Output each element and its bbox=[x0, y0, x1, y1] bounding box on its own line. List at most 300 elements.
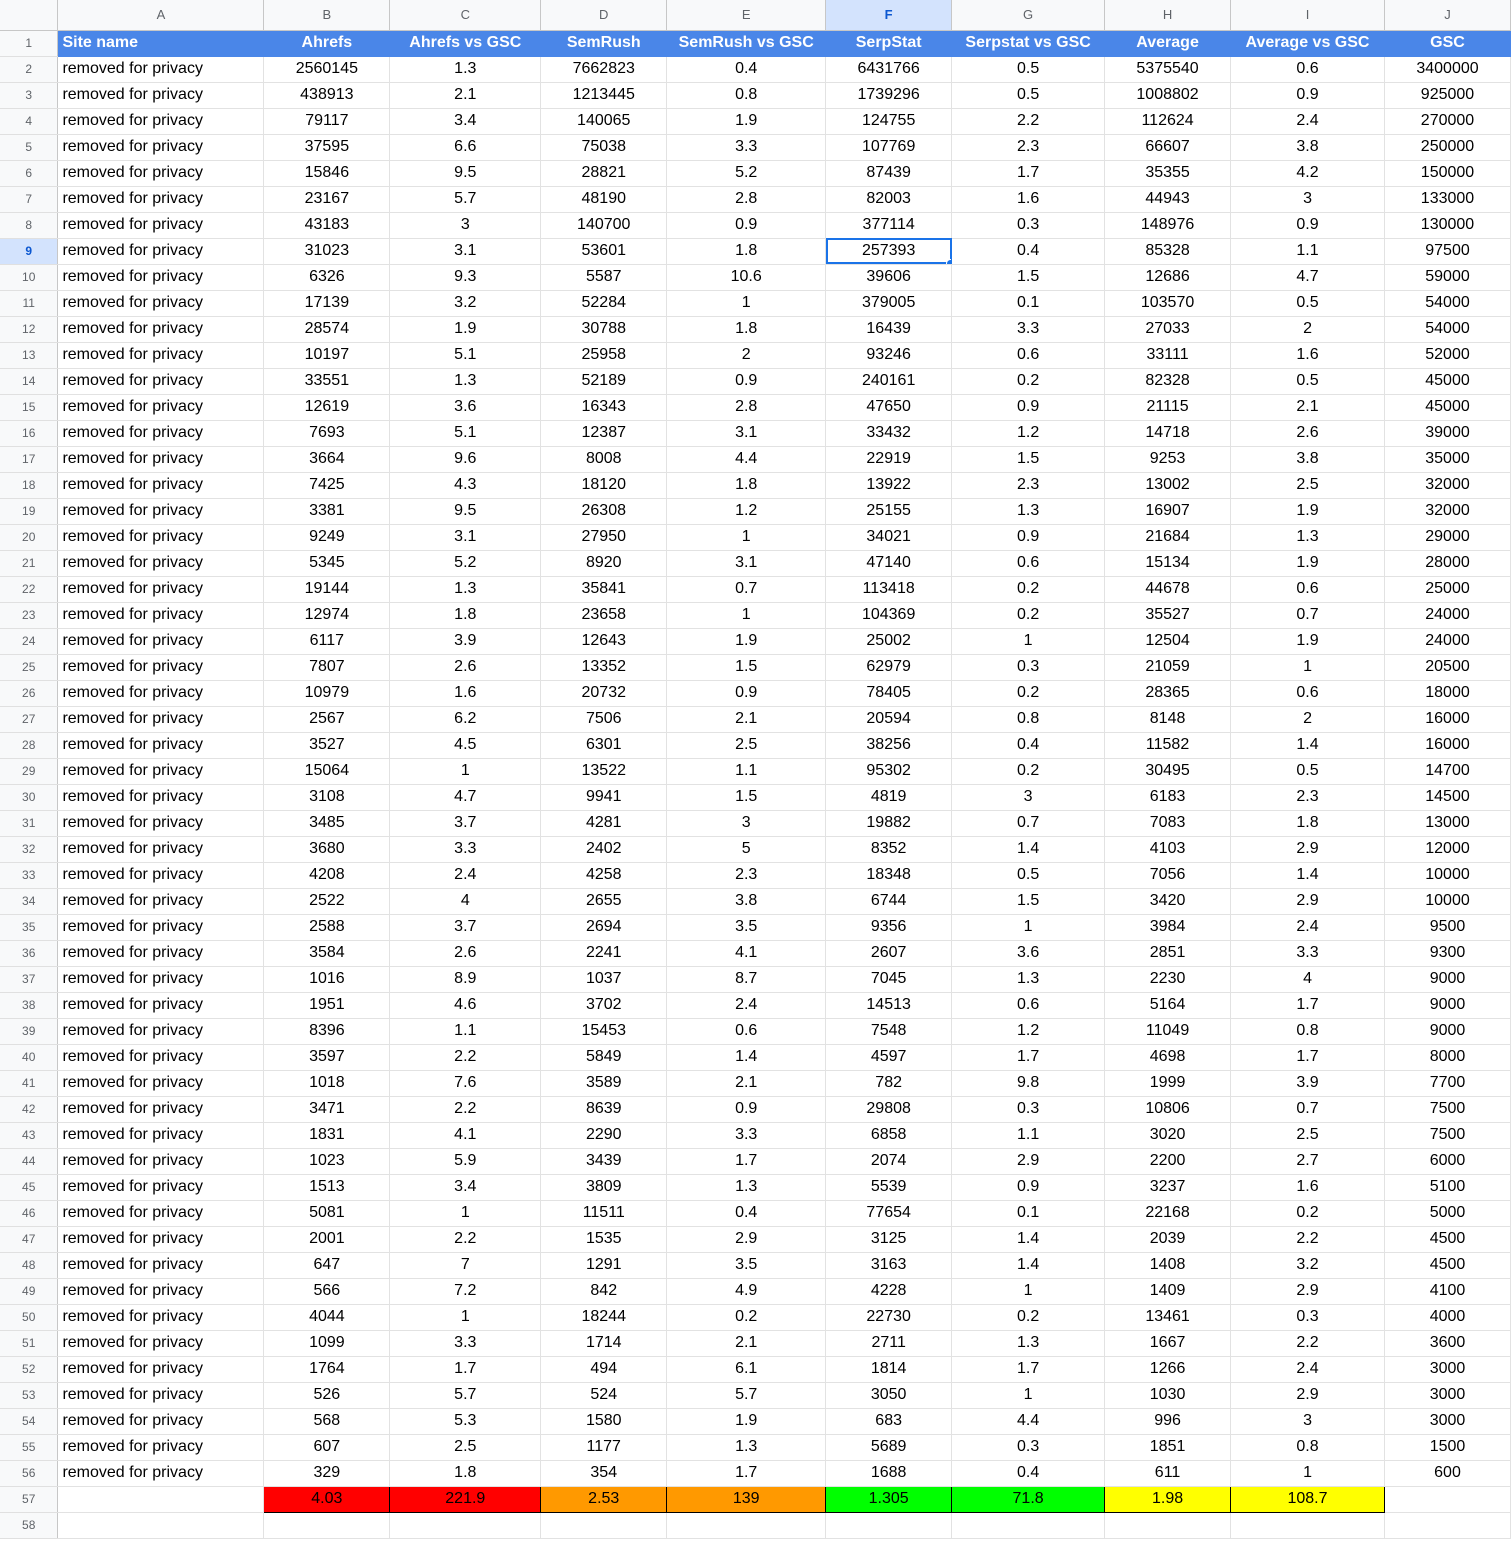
cell-i9[interactable]: 1.1 bbox=[1231, 238, 1385, 264]
cell-b46[interactable]: 5081 bbox=[264, 1200, 390, 1226]
cell-h32[interactable]: 4103 bbox=[1105, 836, 1231, 862]
column-header-g[interactable]: G bbox=[952, 0, 1105, 30]
cell-i17[interactable]: 3.8 bbox=[1231, 446, 1385, 472]
row-header-5[interactable]: 5 bbox=[0, 134, 58, 160]
row-header-50[interactable]: 50 bbox=[0, 1304, 58, 1330]
cell-i32[interactable]: 2.9 bbox=[1231, 836, 1385, 862]
header-cell-b[interactable]: Ahrefs bbox=[264, 30, 390, 56]
cell-b45[interactable]: 1513 bbox=[264, 1174, 390, 1200]
cell-d24[interactable]: 12643 bbox=[541, 628, 667, 654]
cell-g49[interactable]: 1 bbox=[952, 1278, 1105, 1304]
site-name-cell[interactable]: removed for privacy bbox=[58, 472, 264, 498]
cell-h26[interactable]: 28365 bbox=[1105, 680, 1231, 706]
cell-h28[interactable]: 11582 bbox=[1105, 732, 1231, 758]
cell-b27[interactable]: 2567 bbox=[264, 706, 390, 732]
cell-f44[interactable]: 2074 bbox=[826, 1148, 952, 1174]
cell-f58[interactable] bbox=[826, 1512, 952, 1538]
cell-j45[interactable]: 5100 bbox=[1385, 1174, 1511, 1200]
cell-h7[interactable]: 44943 bbox=[1105, 186, 1231, 212]
cell-e3[interactable]: 0.8 bbox=[667, 82, 826, 108]
cell-g16[interactable]: 1.2 bbox=[952, 420, 1105, 446]
cell-b8[interactable]: 43183 bbox=[264, 212, 390, 238]
cell-h33[interactable]: 7056 bbox=[1105, 862, 1231, 888]
row-header-39[interactable]: 39 bbox=[0, 1018, 58, 1044]
cell-c2[interactable]: 1.3 bbox=[390, 56, 541, 82]
cell-i47[interactable]: 2.2 bbox=[1231, 1226, 1385, 1252]
site-name-cell[interactable]: removed for privacy bbox=[58, 1460, 264, 1486]
cell-b12[interactable]: 28574 bbox=[264, 316, 390, 342]
cell-b3[interactable]: 438913 bbox=[264, 82, 390, 108]
cell-h58[interactable] bbox=[1105, 1512, 1231, 1538]
cell-j54[interactable]: 3000 bbox=[1385, 1408, 1511, 1434]
cell-d25[interactable]: 13352 bbox=[541, 654, 667, 680]
cell-f6[interactable]: 87439 bbox=[826, 160, 952, 186]
cell-j39[interactable]: 9000 bbox=[1385, 1018, 1511, 1044]
cell-f27[interactable]: 20594 bbox=[826, 706, 952, 732]
row-header-11[interactable]: 11 bbox=[0, 290, 58, 316]
cell-i25[interactable]: 1 bbox=[1231, 654, 1385, 680]
row-header-25[interactable]: 25 bbox=[0, 654, 58, 680]
cell-j3[interactable]: 925000 bbox=[1385, 82, 1511, 108]
cell-b9[interactable]: 31023 bbox=[264, 238, 390, 264]
cell-f24[interactable]: 25002 bbox=[826, 628, 952, 654]
cell-f10[interactable]: 39606 bbox=[826, 264, 952, 290]
cell-b58[interactable] bbox=[264, 1512, 390, 1538]
cell-c3[interactable]: 2.1 bbox=[390, 82, 541, 108]
cell-i58[interactable] bbox=[1231, 1512, 1385, 1538]
cell-j36[interactable]: 9300 bbox=[1385, 940, 1511, 966]
cell-d40[interactable]: 5849 bbox=[541, 1044, 667, 1070]
row-header-49[interactable]: 49 bbox=[0, 1278, 58, 1304]
site-name-cell[interactable]: removed for privacy bbox=[58, 1148, 264, 1174]
cell-j30[interactable]: 14500 bbox=[1385, 784, 1511, 810]
cell-f8[interactable]: 377114 bbox=[826, 212, 952, 238]
row-header-57[interactable]: 57 bbox=[0, 1486, 58, 1512]
cell-h54[interactable]: 996 bbox=[1105, 1408, 1231, 1434]
header-cell-c[interactable]: Ahrefs vs GSC bbox=[390, 30, 541, 56]
cell-j27[interactable]: 16000 bbox=[1385, 706, 1511, 732]
site-name-cell[interactable]: removed for privacy bbox=[58, 784, 264, 810]
cell-g23[interactable]: 0.2 bbox=[952, 602, 1105, 628]
cell-j18[interactable]: 32000 bbox=[1385, 472, 1511, 498]
cell-c9[interactable]: 3.1 bbox=[390, 238, 541, 264]
summary-cell-c[interactable]: 221.9 bbox=[390, 1486, 541, 1512]
cell-h15[interactable]: 21115 bbox=[1105, 394, 1231, 420]
cell-h19[interactable]: 16907 bbox=[1105, 498, 1231, 524]
row-header-14[interactable]: 14 bbox=[0, 368, 58, 394]
site-name-cell[interactable]: removed for privacy bbox=[58, 1304, 264, 1330]
header-cell-g[interactable]: Serpstat vs GSC bbox=[952, 30, 1105, 56]
cell-d46[interactable]: 11511 bbox=[541, 1200, 667, 1226]
site-name-cell[interactable]: removed for privacy bbox=[58, 1252, 264, 1278]
row-header-8[interactable]: 8 bbox=[0, 212, 58, 238]
row-header-26[interactable]: 26 bbox=[0, 680, 58, 706]
cell-h27[interactable]: 8148 bbox=[1105, 706, 1231, 732]
cell-b39[interactable]: 8396 bbox=[264, 1018, 390, 1044]
cell-d31[interactable]: 4281 bbox=[541, 810, 667, 836]
cell-g7[interactable]: 1.6 bbox=[952, 186, 1105, 212]
cell-d42[interactable]: 8639 bbox=[541, 1096, 667, 1122]
cell-e25[interactable]: 1.5 bbox=[667, 654, 826, 680]
cell-i34[interactable]: 2.9 bbox=[1231, 888, 1385, 914]
cell-c41[interactable]: 7.6 bbox=[390, 1070, 541, 1096]
cell-g40[interactable]: 1.7 bbox=[952, 1044, 1105, 1070]
site-name-cell[interactable]: removed for privacy bbox=[58, 82, 264, 108]
cell-h35[interactable]: 3984 bbox=[1105, 914, 1231, 940]
cell-c47[interactable]: 2.2 bbox=[390, 1226, 541, 1252]
cell-g10[interactable]: 1.5 bbox=[952, 264, 1105, 290]
cell-f22[interactable]: 113418 bbox=[826, 576, 952, 602]
cell-d22[interactable]: 35841 bbox=[541, 576, 667, 602]
cell-h53[interactable]: 1030 bbox=[1105, 1382, 1231, 1408]
summary-cell-g[interactable]: 71.8 bbox=[952, 1486, 1105, 1512]
cell-h30[interactable]: 6183 bbox=[1105, 784, 1231, 810]
site-name-cell[interactable]: removed for privacy bbox=[58, 420, 264, 446]
cell-b56[interactable]: 329 bbox=[264, 1460, 390, 1486]
cell-h9[interactable]: 85328 bbox=[1105, 238, 1231, 264]
cell-e47[interactable]: 2.9 bbox=[667, 1226, 826, 1252]
cell-d5[interactable]: 75038 bbox=[541, 134, 667, 160]
cell-i46[interactable]: 0.2 bbox=[1231, 1200, 1385, 1226]
row-header-35[interactable]: 35 bbox=[0, 914, 58, 940]
cell-h39[interactable]: 11049 bbox=[1105, 1018, 1231, 1044]
cell-c17[interactable]: 9.6 bbox=[390, 446, 541, 472]
cell-f11[interactable]: 379005 bbox=[826, 290, 952, 316]
cell-h48[interactable]: 1408 bbox=[1105, 1252, 1231, 1278]
site-name-cell[interactable]: removed for privacy bbox=[58, 1226, 264, 1252]
cell-f48[interactable]: 3163 bbox=[826, 1252, 952, 1278]
cell-h21[interactable]: 15134 bbox=[1105, 550, 1231, 576]
cell-j14[interactable]: 45000 bbox=[1385, 368, 1511, 394]
site-name-cell[interactable]: removed for privacy bbox=[58, 316, 264, 342]
cell-d14[interactable]: 52189 bbox=[541, 368, 667, 394]
site-name-cell[interactable]: removed for privacy bbox=[58, 706, 264, 732]
column-header-b[interactable]: B bbox=[264, 0, 390, 30]
cell-j5[interactable]: 250000 bbox=[1385, 134, 1511, 160]
cell-c38[interactable]: 4.6 bbox=[390, 992, 541, 1018]
cell-e46[interactable]: 0.4 bbox=[667, 1200, 826, 1226]
cell-c40[interactable]: 2.2 bbox=[390, 1044, 541, 1070]
cell-e17[interactable]: 4.4 bbox=[667, 446, 826, 472]
cell-j15[interactable]: 45000 bbox=[1385, 394, 1511, 420]
cell-g43[interactable]: 1.1 bbox=[952, 1122, 1105, 1148]
cell-e51[interactable]: 2.1 bbox=[667, 1330, 826, 1356]
column-header-d[interactable]: D bbox=[541, 0, 667, 30]
cell-c10[interactable]: 9.3 bbox=[390, 264, 541, 290]
cell-e30[interactable]: 1.5 bbox=[667, 784, 826, 810]
site-name-cell[interactable]: removed for privacy bbox=[58, 446, 264, 472]
cell-b41[interactable]: 1018 bbox=[264, 1070, 390, 1096]
cell-i14[interactable]: 0.5 bbox=[1231, 368, 1385, 394]
cell-b22[interactable]: 19144 bbox=[264, 576, 390, 602]
cell-e52[interactable]: 6.1 bbox=[667, 1356, 826, 1382]
site-name-cell[interactable]: removed for privacy bbox=[58, 186, 264, 212]
cell-e31[interactable]: 3 bbox=[667, 810, 826, 836]
cell-j12[interactable]: 54000 bbox=[1385, 316, 1511, 342]
cell-h31[interactable]: 7083 bbox=[1105, 810, 1231, 836]
cell-j9[interactable]: 97500 bbox=[1385, 238, 1511, 264]
column-header-a[interactable]: A bbox=[58, 0, 264, 30]
row-header-3[interactable]: 3 bbox=[0, 82, 58, 108]
cell-e54[interactable]: 1.9 bbox=[667, 1408, 826, 1434]
cell-b47[interactable]: 2001 bbox=[264, 1226, 390, 1252]
cell-h49[interactable]: 1409 bbox=[1105, 1278, 1231, 1304]
row-header-31[interactable]: 31 bbox=[0, 810, 58, 836]
cell-i36[interactable]: 3.3 bbox=[1231, 940, 1385, 966]
site-name-cell[interactable]: removed for privacy bbox=[58, 264, 264, 290]
row-header-7[interactable]: 7 bbox=[0, 186, 58, 212]
cell-c19[interactable]: 9.5 bbox=[390, 498, 541, 524]
cell-g4[interactable]: 2.2 bbox=[952, 108, 1105, 134]
cell-e55[interactable]: 1.3 bbox=[667, 1434, 826, 1460]
cell-c56[interactable]: 1.8 bbox=[390, 1460, 541, 1486]
cell-d4[interactable]: 140065 bbox=[541, 108, 667, 134]
cell-d45[interactable]: 3809 bbox=[541, 1174, 667, 1200]
cell-d53[interactable]: 524 bbox=[541, 1382, 667, 1408]
cell-b29[interactable]: 15064 bbox=[264, 758, 390, 784]
cell-b54[interactable]: 568 bbox=[264, 1408, 390, 1434]
cell-g14[interactable]: 0.2 bbox=[952, 368, 1105, 394]
cell-h42[interactable]: 10806 bbox=[1105, 1096, 1231, 1122]
cell-c45[interactable]: 3.4 bbox=[390, 1174, 541, 1200]
cell-e35[interactable]: 3.5 bbox=[667, 914, 826, 940]
site-name-cell[interactable]: removed for privacy bbox=[58, 368, 264, 394]
cell-b15[interactable]: 12619 bbox=[264, 394, 390, 420]
cell-e4[interactable]: 1.9 bbox=[667, 108, 826, 134]
cell-c54[interactable]: 5.3 bbox=[390, 1408, 541, 1434]
cell-j26[interactable]: 18000 bbox=[1385, 680, 1511, 706]
row-header-20[interactable]: 20 bbox=[0, 524, 58, 550]
row-header-4[interactable]: 4 bbox=[0, 108, 58, 134]
cell-g21[interactable]: 0.6 bbox=[952, 550, 1105, 576]
cell-f32[interactable]: 8352 bbox=[826, 836, 952, 862]
site-name-cell[interactable]: removed for privacy bbox=[58, 992, 264, 1018]
cell-e14[interactable]: 0.9 bbox=[667, 368, 826, 394]
cell-e12[interactable]: 1.8 bbox=[667, 316, 826, 342]
cell-j37[interactable]: 9000 bbox=[1385, 966, 1511, 992]
summary-cell-f[interactable]: 1.305 bbox=[826, 1486, 952, 1512]
cell-g42[interactable]: 0.3 bbox=[952, 1096, 1105, 1122]
cell-j44[interactable]: 6000 bbox=[1385, 1148, 1511, 1174]
cell-e10[interactable]: 10.6 bbox=[667, 264, 826, 290]
cell-d20[interactable]: 27950 bbox=[541, 524, 667, 550]
cell-d41[interactable]: 3589 bbox=[541, 1070, 667, 1096]
cell-g32[interactable]: 1.4 bbox=[952, 836, 1105, 862]
cell-i44[interactable]: 2.7 bbox=[1231, 1148, 1385, 1174]
cell-b32[interactable]: 3680 bbox=[264, 836, 390, 862]
cell-h2[interactable]: 5375540 bbox=[1105, 56, 1231, 82]
row-header-21[interactable]: 21 bbox=[0, 550, 58, 576]
cell-g24[interactable]: 1 bbox=[952, 628, 1105, 654]
cell-c5[interactable]: 6.6 bbox=[390, 134, 541, 160]
cell-h36[interactable]: 2851 bbox=[1105, 940, 1231, 966]
cell-h20[interactable]: 21684 bbox=[1105, 524, 1231, 550]
site-name-cell[interactable]: removed for privacy bbox=[58, 212, 264, 238]
column-header-j[interactable]: J bbox=[1385, 0, 1511, 30]
cell-h52[interactable]: 1266 bbox=[1105, 1356, 1231, 1382]
cell-h22[interactable]: 44678 bbox=[1105, 576, 1231, 602]
cell-i53[interactable]: 2.9 bbox=[1231, 1382, 1385, 1408]
cell-i5[interactable]: 3.8 bbox=[1231, 134, 1385, 160]
cell-j29[interactable]: 14700 bbox=[1385, 758, 1511, 784]
cell-i27[interactable]: 2 bbox=[1231, 706, 1385, 732]
site-name-cell[interactable]: removed for privacy bbox=[58, 732, 264, 758]
cell-e13[interactable]: 2 bbox=[667, 342, 826, 368]
cell-c42[interactable]: 2.2 bbox=[390, 1096, 541, 1122]
cell-b43[interactable]: 1831 bbox=[264, 1122, 390, 1148]
cell-c25[interactable]: 2.6 bbox=[390, 654, 541, 680]
cell-f25[interactable]: 62979 bbox=[826, 654, 952, 680]
cell-f38[interactable]: 14513 bbox=[826, 992, 952, 1018]
cell-b50[interactable]: 4044 bbox=[264, 1304, 390, 1330]
column-header-f[interactable]: F bbox=[826, 0, 952, 30]
summary-cell-d[interactable]: 2.53 bbox=[541, 1486, 667, 1512]
cell-j40[interactable]: 8000 bbox=[1385, 1044, 1511, 1070]
header-cell-j[interactable]: GSC bbox=[1385, 30, 1511, 56]
cell-g8[interactable]: 0.3 bbox=[952, 212, 1105, 238]
cell-g35[interactable]: 1 bbox=[952, 914, 1105, 940]
cell-j34[interactable]: 10000 bbox=[1385, 888, 1511, 914]
cell-b33[interactable]: 4208 bbox=[264, 862, 390, 888]
summary-cell-e[interactable]: 139 bbox=[667, 1486, 826, 1512]
cell-g45[interactable]: 0.9 bbox=[952, 1174, 1105, 1200]
cell-c35[interactable]: 3.7 bbox=[390, 914, 541, 940]
cell-b7[interactable]: 23167 bbox=[264, 186, 390, 212]
cell-c50[interactable]: 1 bbox=[390, 1304, 541, 1330]
cell-i18[interactable]: 2.5 bbox=[1231, 472, 1385, 498]
cell-c49[interactable]: 7.2 bbox=[390, 1278, 541, 1304]
cell-j8[interactable]: 130000 bbox=[1385, 212, 1511, 238]
cell-h45[interactable]: 3237 bbox=[1105, 1174, 1231, 1200]
cell-d19[interactable]: 26308 bbox=[541, 498, 667, 524]
cell-h11[interactable]: 103570 bbox=[1105, 290, 1231, 316]
cell-h5[interactable]: 66607 bbox=[1105, 134, 1231, 160]
cell-g56[interactable]: 0.4 bbox=[952, 1460, 1105, 1486]
cell-g15[interactable]: 0.9 bbox=[952, 394, 1105, 420]
row-header-34[interactable]: 34 bbox=[0, 888, 58, 914]
cell-i39[interactable]: 0.8 bbox=[1231, 1018, 1385, 1044]
cell-b48[interactable]: 647 bbox=[264, 1252, 390, 1278]
cell-g54[interactable]: 4.4 bbox=[952, 1408, 1105, 1434]
cell-b4[interactable]: 79117 bbox=[264, 108, 390, 134]
cell-c23[interactable]: 1.8 bbox=[390, 602, 541, 628]
cell-d6[interactable]: 28821 bbox=[541, 160, 667, 186]
cell-g51[interactable]: 1.3 bbox=[952, 1330, 1105, 1356]
site-name-cell[interactable]: removed for privacy bbox=[58, 1408, 264, 1434]
cell-e34[interactable]: 3.8 bbox=[667, 888, 826, 914]
cell-j47[interactable]: 4500 bbox=[1385, 1226, 1511, 1252]
cell-e56[interactable]: 1.7 bbox=[667, 1460, 826, 1486]
cell-g31[interactable]: 0.7 bbox=[952, 810, 1105, 836]
cell-c27[interactable]: 6.2 bbox=[390, 706, 541, 732]
cell-g37[interactable]: 1.3 bbox=[952, 966, 1105, 992]
cell-i38[interactable]: 1.7 bbox=[1231, 992, 1385, 1018]
cell-g39[interactable]: 1.2 bbox=[952, 1018, 1105, 1044]
cell-j57[interactable] bbox=[1385, 1486, 1511, 1512]
cell-f17[interactable]: 22919 bbox=[826, 446, 952, 472]
cell-d48[interactable]: 1291 bbox=[541, 1252, 667, 1278]
cell-e16[interactable]: 3.1 bbox=[667, 420, 826, 446]
cell-f40[interactable]: 4597 bbox=[826, 1044, 952, 1070]
cell-i23[interactable]: 0.7 bbox=[1231, 602, 1385, 628]
cell-c8[interactable]: 3 bbox=[390, 212, 541, 238]
site-name-cell[interactable]: removed for privacy bbox=[58, 1330, 264, 1356]
site-name-cell[interactable]: removed for privacy bbox=[58, 1044, 264, 1070]
site-name-cell[interactable]: removed for privacy bbox=[58, 160, 264, 186]
row-header-53[interactable]: 53 bbox=[0, 1382, 58, 1408]
cell-f54[interactable]: 683 bbox=[826, 1408, 952, 1434]
cell-h50[interactable]: 13461 bbox=[1105, 1304, 1231, 1330]
cell-j6[interactable]: 150000 bbox=[1385, 160, 1511, 186]
cell-c46[interactable]: 1 bbox=[390, 1200, 541, 1226]
cell-c58[interactable] bbox=[390, 1512, 541, 1538]
site-name-cell[interactable]: removed for privacy bbox=[58, 836, 264, 862]
cell-h24[interactable]: 12504 bbox=[1105, 628, 1231, 654]
cell-d35[interactable]: 2694 bbox=[541, 914, 667, 940]
cell-d52[interactable]: 494 bbox=[541, 1356, 667, 1382]
cell-i40[interactable]: 1.7 bbox=[1231, 1044, 1385, 1070]
cell-f31[interactable]: 19882 bbox=[826, 810, 952, 836]
cell-j20[interactable]: 29000 bbox=[1385, 524, 1511, 550]
cell-h8[interactable]: 148976 bbox=[1105, 212, 1231, 238]
cell-i7[interactable]: 3 bbox=[1231, 186, 1385, 212]
cell-e32[interactable]: 5 bbox=[667, 836, 826, 862]
cell-c6[interactable]: 9.5 bbox=[390, 160, 541, 186]
cell-e21[interactable]: 3.1 bbox=[667, 550, 826, 576]
cell-c44[interactable]: 5.9 bbox=[390, 1148, 541, 1174]
site-name-cell[interactable]: removed for privacy bbox=[58, 342, 264, 368]
cell-f3[interactable]: 1739296 bbox=[826, 82, 952, 108]
cell-j33[interactable]: 10000 bbox=[1385, 862, 1511, 888]
cell-e39[interactable]: 0.6 bbox=[667, 1018, 826, 1044]
row-header-19[interactable]: 19 bbox=[0, 498, 58, 524]
cell-d27[interactable]: 7506 bbox=[541, 706, 667, 732]
row-header-47[interactable]: 47 bbox=[0, 1226, 58, 1252]
site-name-cell[interactable]: removed for privacy bbox=[58, 810, 264, 836]
cell-i11[interactable]: 0.5 bbox=[1231, 290, 1385, 316]
cell-c31[interactable]: 3.7 bbox=[390, 810, 541, 836]
cell-h37[interactable]: 2230 bbox=[1105, 966, 1231, 992]
cell-i28[interactable]: 1.4 bbox=[1231, 732, 1385, 758]
header-cell-f[interactable]: SerpStat bbox=[826, 30, 952, 56]
site-name-cell[interactable]: removed for privacy bbox=[58, 914, 264, 940]
cell-g17[interactable]: 1.5 bbox=[952, 446, 1105, 472]
cell-d8[interactable]: 140700 bbox=[541, 212, 667, 238]
row-header-55[interactable]: 55 bbox=[0, 1434, 58, 1460]
cell-h14[interactable]: 82328 bbox=[1105, 368, 1231, 394]
cell-d29[interactable]: 13522 bbox=[541, 758, 667, 784]
cell-i20[interactable]: 1.3 bbox=[1231, 524, 1385, 550]
row-header-30[interactable]: 30 bbox=[0, 784, 58, 810]
site-name-cell[interactable]: removed for privacy bbox=[58, 1200, 264, 1226]
cell-d33[interactable]: 4258 bbox=[541, 862, 667, 888]
cell-f9[interactable]: 257393 bbox=[826, 238, 952, 264]
row-header-28[interactable]: 28 bbox=[0, 732, 58, 758]
cell-b26[interactable]: 10979 bbox=[264, 680, 390, 706]
header-cell-a[interactable]: Site name bbox=[58, 30, 264, 56]
cell-f4[interactable]: 124755 bbox=[826, 108, 952, 134]
cell-i56[interactable]: 1 bbox=[1231, 1460, 1385, 1486]
cell-f51[interactable]: 2711 bbox=[826, 1330, 952, 1356]
cell-c4[interactable]: 3.4 bbox=[390, 108, 541, 134]
row-header-38[interactable]: 38 bbox=[0, 992, 58, 1018]
cell-h46[interactable]: 22168 bbox=[1105, 1200, 1231, 1226]
site-name-cell[interactable]: removed for privacy bbox=[58, 654, 264, 680]
site-name-cell[interactable]: removed for privacy bbox=[58, 576, 264, 602]
cell-f34[interactable]: 6744 bbox=[826, 888, 952, 914]
cell-f56[interactable]: 1688 bbox=[826, 1460, 952, 1486]
cell-b36[interactable]: 3584 bbox=[264, 940, 390, 966]
